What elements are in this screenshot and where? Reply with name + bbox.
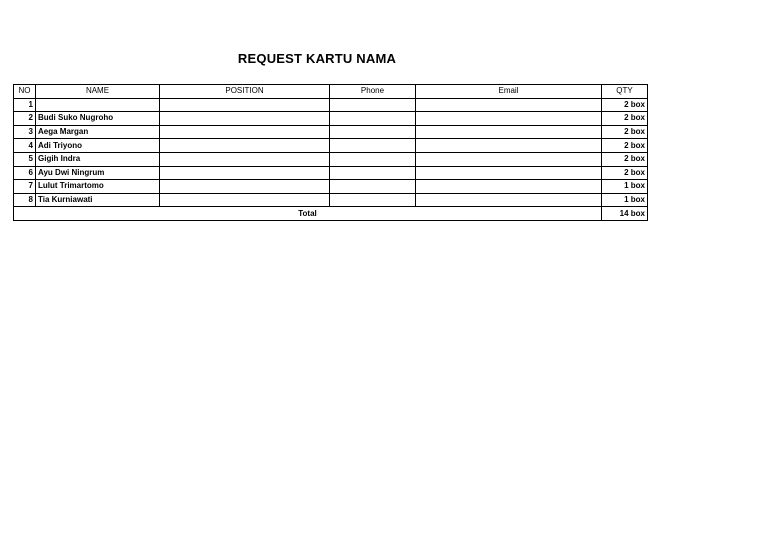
cell-no: 3 [14, 125, 36, 139]
header-no: NO [14, 85, 36, 99]
cell-position [160, 139, 330, 153]
header-position: POSITION [160, 85, 330, 99]
cell-email [416, 139, 602, 153]
cell-qty: 2 box [602, 112, 648, 126]
cell-no: 8 [14, 193, 36, 207]
cell-qty: 2 box [602, 139, 648, 153]
cell-no: 4 [14, 139, 36, 153]
header-row [14, 85, 648, 99]
header-qty: QTY [602, 85, 648, 99]
header-email: Email [416, 85, 602, 99]
cell-name: Aega Margan [36, 125, 160, 139]
cell-phone [330, 193, 416, 207]
table-row [14, 152, 648, 166]
table-row [14, 139, 648, 153]
cell-qty: 1 box [602, 193, 648, 207]
cell-position [160, 98, 330, 112]
cell-phone [330, 139, 416, 153]
cell-email [416, 166, 602, 180]
table-row [14, 98, 648, 112]
cell-qty: 2 box [602, 125, 648, 139]
cell-name: Lulut Trimartomo [36, 180, 160, 194]
cell-phone [330, 98, 416, 112]
total-label: Total [14, 207, 602, 221]
total-row [14, 207, 648, 221]
cell-position [160, 193, 330, 207]
cell-email [416, 152, 602, 166]
cell-qty: 2 box [602, 98, 648, 112]
cell-qty: 2 box [602, 166, 648, 180]
cell-position [160, 180, 330, 194]
cell-name: Gigih Indra [36, 152, 160, 166]
cell-email [416, 180, 602, 194]
cell-email [416, 112, 602, 126]
page-title: REQUEST KARTU NAMA [237, 51, 397, 66]
table-row [14, 193, 648, 207]
cell-no: 5 [14, 152, 36, 166]
request-table [13, 84, 648, 221]
cell-email [416, 193, 602, 207]
cell-qty: 2 box [602, 152, 648, 166]
cell-qty: 1 box [602, 180, 648, 194]
cell-phone [330, 112, 416, 126]
cell-name: Adi Triyono [36, 139, 160, 153]
cell-name: Tia Kurniawati [36, 193, 160, 207]
cell-name: Budi Suko Nugroho [36, 112, 160, 126]
header-phone: Phone [330, 85, 416, 99]
cell-email [416, 125, 602, 139]
cell-phone [330, 152, 416, 166]
table-row [14, 125, 648, 139]
cell-phone [330, 166, 416, 180]
cell-name [36, 98, 160, 112]
cell-position [160, 112, 330, 126]
cell-email [416, 98, 602, 112]
cell-phone [330, 125, 416, 139]
table-row [14, 180, 648, 194]
cell-position [160, 166, 330, 180]
table-row [14, 166, 648, 180]
header-name: NAME [36, 85, 160, 99]
cell-position [160, 152, 330, 166]
cell-no: 7 [14, 180, 36, 194]
cell-no: 2 [14, 112, 36, 126]
cell-position [160, 125, 330, 139]
cell-no: 6 [14, 166, 36, 180]
total-qty: 14 box [602, 207, 648, 221]
table-row [14, 112, 648, 126]
cell-name: Ayu Dwi Ningrum [36, 166, 160, 180]
cell-no: 1 [14, 98, 36, 112]
cell-phone [330, 180, 416, 194]
